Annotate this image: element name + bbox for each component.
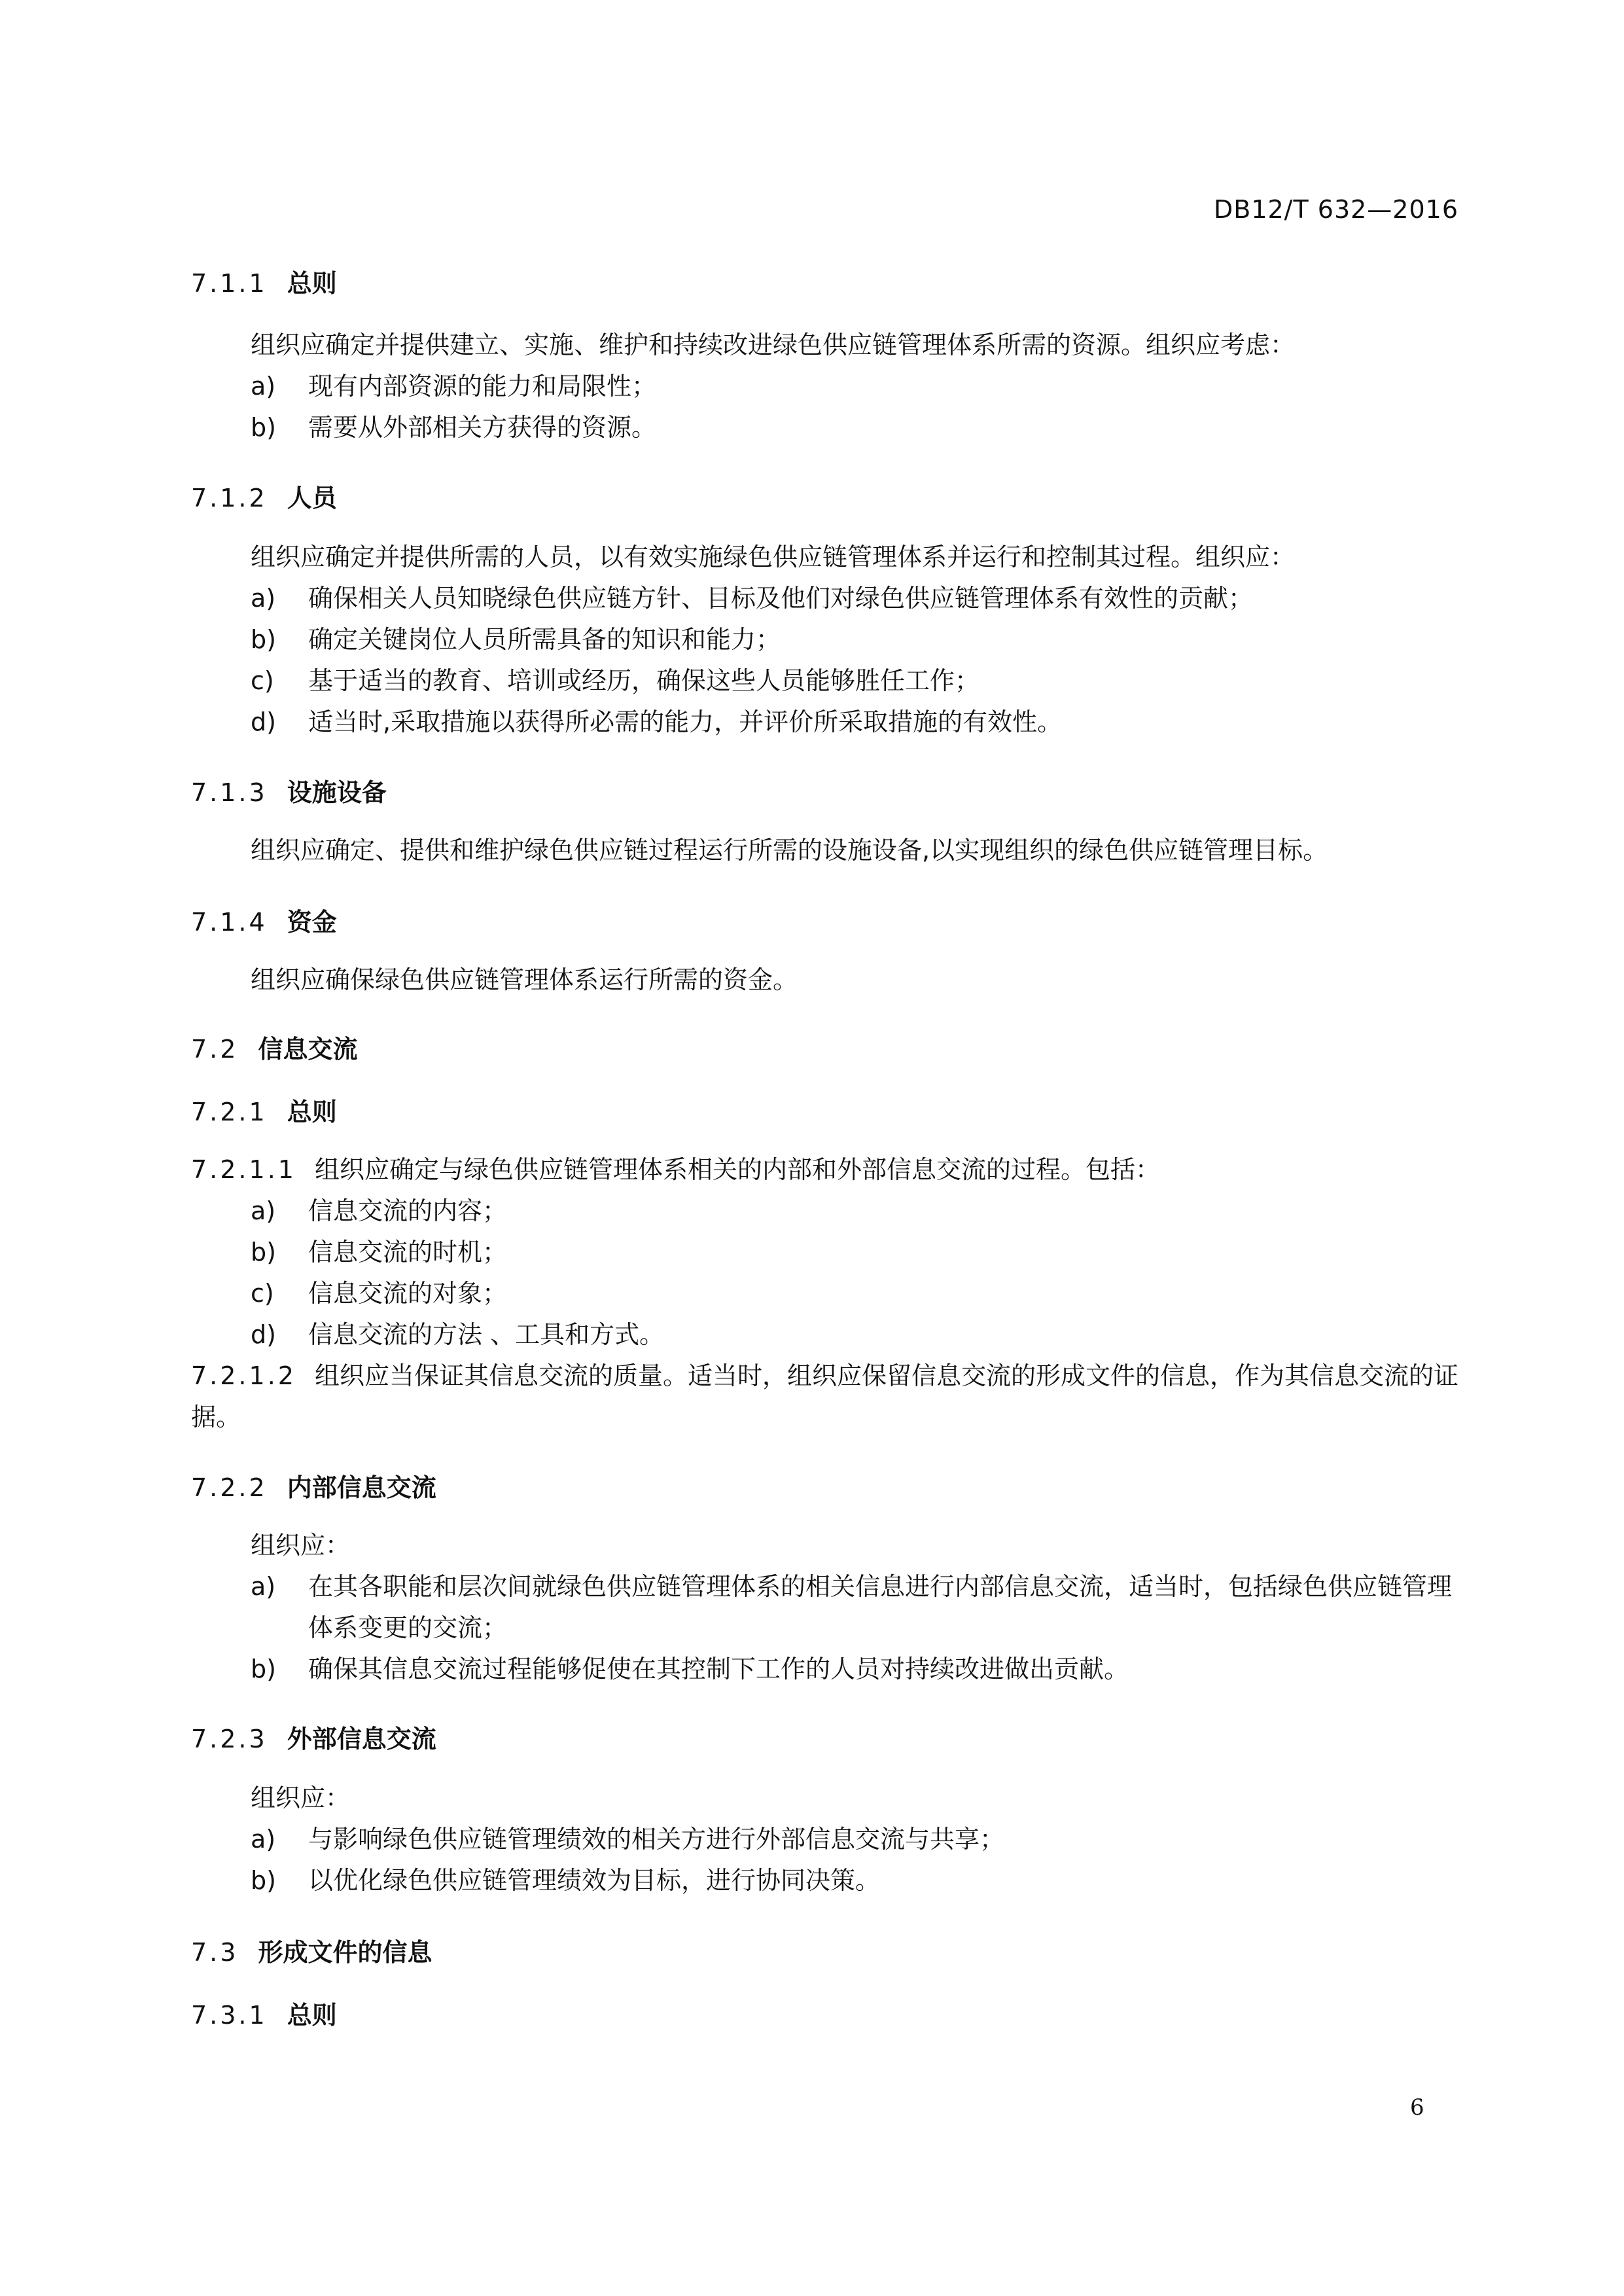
clause-number: 7.2.1.2 bbox=[191, 1361, 296, 1390]
list-item bbox=[251, 366, 656, 407]
heading-number: 7.1.3 bbox=[191, 778, 268, 807]
list-text: 确定关键岗位人员所需具备的知识和能力； bbox=[308, 625, 781, 654]
paragraph: 组织应： bbox=[251, 1531, 351, 1560]
clause-7-2-1-1 bbox=[191, 1149, 1467, 1191]
heading-7-2 bbox=[191, 1029, 357, 1065]
paragraph: 组织应确定并提供所需的人员，以有效实施绿色供应链管理体系并运行和控制其过程。组织应： bbox=[251, 543, 1296, 571]
heading-number: 7.2.2 bbox=[191, 1473, 268, 1502]
heading-title: 总则 bbox=[287, 1098, 337, 1126]
list-text: 需要从外部相关方获得的资源。 bbox=[308, 413, 657, 442]
list-item bbox=[251, 578, 1253, 619]
heading-7-2-1 bbox=[191, 1092, 337, 1128]
list-marker: b) bbox=[251, 1866, 276, 1895]
heading-7-1-2 bbox=[191, 478, 337, 514]
paragraph: 组织应： bbox=[251, 1784, 351, 1812]
list-text: 信息交流的内容； bbox=[308, 1196, 508, 1225]
heading-number: 7.2.3 bbox=[191, 1725, 268, 1753]
list-marker: c) bbox=[251, 1279, 274, 1308]
list-item bbox=[251, 1273, 507, 1314]
heading-number: 7.3 bbox=[191, 1938, 239, 1967]
paragraph: 组织应确定并提供建立、实施、维护和持续改进绿色供应链管理体系所需的资源。组织应考虑： bbox=[251, 331, 1296, 359]
heading-7-1-4 bbox=[191, 902, 337, 938]
heading-number: 7.2.1 bbox=[191, 1098, 268, 1126]
heading-title: 总则 bbox=[287, 2001, 337, 2030]
heading-title: 设施设备 bbox=[287, 778, 387, 807]
heading-title: 形成文件的信息 bbox=[258, 1938, 432, 1967]
clause-number: 7.2.1.1 bbox=[191, 1155, 296, 1184]
heading-number: 7.1.2 bbox=[191, 484, 268, 512]
list-item bbox=[251, 1860, 880, 1901]
paragraph: 组织应确定、提供和维护绿色供应链过程运行所需的设施设备,以实现组织的绿色供应链管理目标。 bbox=[251, 836, 1328, 865]
clause-text: 组织应确定与绿色供应链管理体系相关的内部和外部信息交流的过程。包括： bbox=[314, 1155, 1160, 1184]
heading-title: 人员 bbox=[287, 484, 337, 512]
clause-text: 组织应当保证其信息交流的质量。适当时，组织应保留信息交流的形成文件的信息，作为其信息交流的证据。 bbox=[191, 1361, 1458, 1431]
list-text: 在其各职能和层次间就绿色供应链管理体系的相关信息进行内部信息交流，适当时，包括绿色供应链管理体系变更的交流； bbox=[308, 1572, 1453, 1642]
list-text: 确保其信息交流过程能够促使在其控制下工作的人员对持续改进做出贡献。 bbox=[308, 1655, 1129, 1683]
list-text: 信息交流的时机； bbox=[308, 1238, 508, 1266]
list-text: 确保相关人员知晓绿色供应链方针、目标及他们对绿色供应链管理体系有效性的贡献； bbox=[308, 584, 1254, 613]
heading-title: 资金 bbox=[287, 908, 337, 937]
heading-7-3-1 bbox=[191, 1995, 337, 2031]
list-item bbox=[251, 702, 1062, 743]
list-text: 信息交流的对象； bbox=[308, 1279, 508, 1308]
list-text: 与影响绿色供应链管理绩效的相关方进行外部信息交流与共享； bbox=[308, 1825, 1005, 1854]
list-marker: a) bbox=[251, 584, 276, 613]
list-text: 现有内部资源的能力和局限性； bbox=[308, 372, 657, 401]
list-text: 适当时,采取措施以获得所必需的能力，并评价所采取措施的有效性。 bbox=[308, 708, 1063, 736]
heading-title: 外部信息交流 bbox=[287, 1725, 436, 1753]
clause-7-2-1-2 bbox=[191, 1355, 1467, 1438]
heading-number: 7.1.4 bbox=[191, 908, 268, 937]
list-item bbox=[251, 407, 656, 448]
list-text: 基于适当的教育、培训或经历，确保这些人员能够胜任工作； bbox=[308, 666, 980, 695]
heading-7-2-3 bbox=[191, 1719, 436, 1755]
heading-number: 7.2 bbox=[191, 1035, 239, 1064]
list-marker: a) bbox=[251, 1825, 276, 1854]
heading-7-2-2 bbox=[191, 1467, 436, 1503]
list-item bbox=[251, 1566, 1468, 1649]
list-text: 以优化绿色供应链管理绩效为目标，进行协同决策。 bbox=[308, 1866, 881, 1895]
page-number: 6 bbox=[1410, 2094, 1424, 2121]
heading-title: 信息交流 bbox=[258, 1035, 358, 1064]
list-marker: a) bbox=[251, 372, 276, 401]
list-item bbox=[251, 1649, 1129, 1690]
list-marker: a) bbox=[251, 1196, 276, 1225]
list-marker: b) bbox=[251, 625, 276, 654]
heading-title: 总则 bbox=[287, 269, 337, 298]
heading-title: 内部信息交流 bbox=[287, 1473, 436, 1502]
list-item bbox=[251, 1191, 507, 1232]
list-marker: b) bbox=[251, 413, 276, 442]
list-marker: d) bbox=[251, 1320, 276, 1349]
heading-7-1-1 bbox=[191, 263, 337, 299]
list-marker: b) bbox=[251, 1238, 276, 1266]
heading-7-3 bbox=[191, 1932, 432, 1968]
list-item bbox=[251, 1314, 664, 1355]
list-item bbox=[251, 1819, 1004, 1860]
list-marker: b) bbox=[251, 1655, 276, 1683]
heading-number: 7.1.1 bbox=[191, 269, 268, 298]
list-marker: c) bbox=[251, 666, 274, 695]
list-item bbox=[251, 1232, 507, 1273]
list-text: 信息交流的方法 、工具和方式。 bbox=[308, 1320, 665, 1349]
document-code: DB12/T 632—2016 bbox=[1213, 195, 1458, 224]
list-marker: a) bbox=[251, 1572, 276, 1601]
heading-7-1-3 bbox=[191, 772, 387, 808]
heading-number: 7.3.1 bbox=[191, 2001, 268, 2030]
paragraph: 组织应确保绿色供应链管理体系运行所需的资金。 bbox=[251, 965, 798, 994]
list-marker: d) bbox=[251, 708, 276, 736]
list-item bbox=[251, 660, 980, 702]
list-item bbox=[251, 619, 781, 660]
